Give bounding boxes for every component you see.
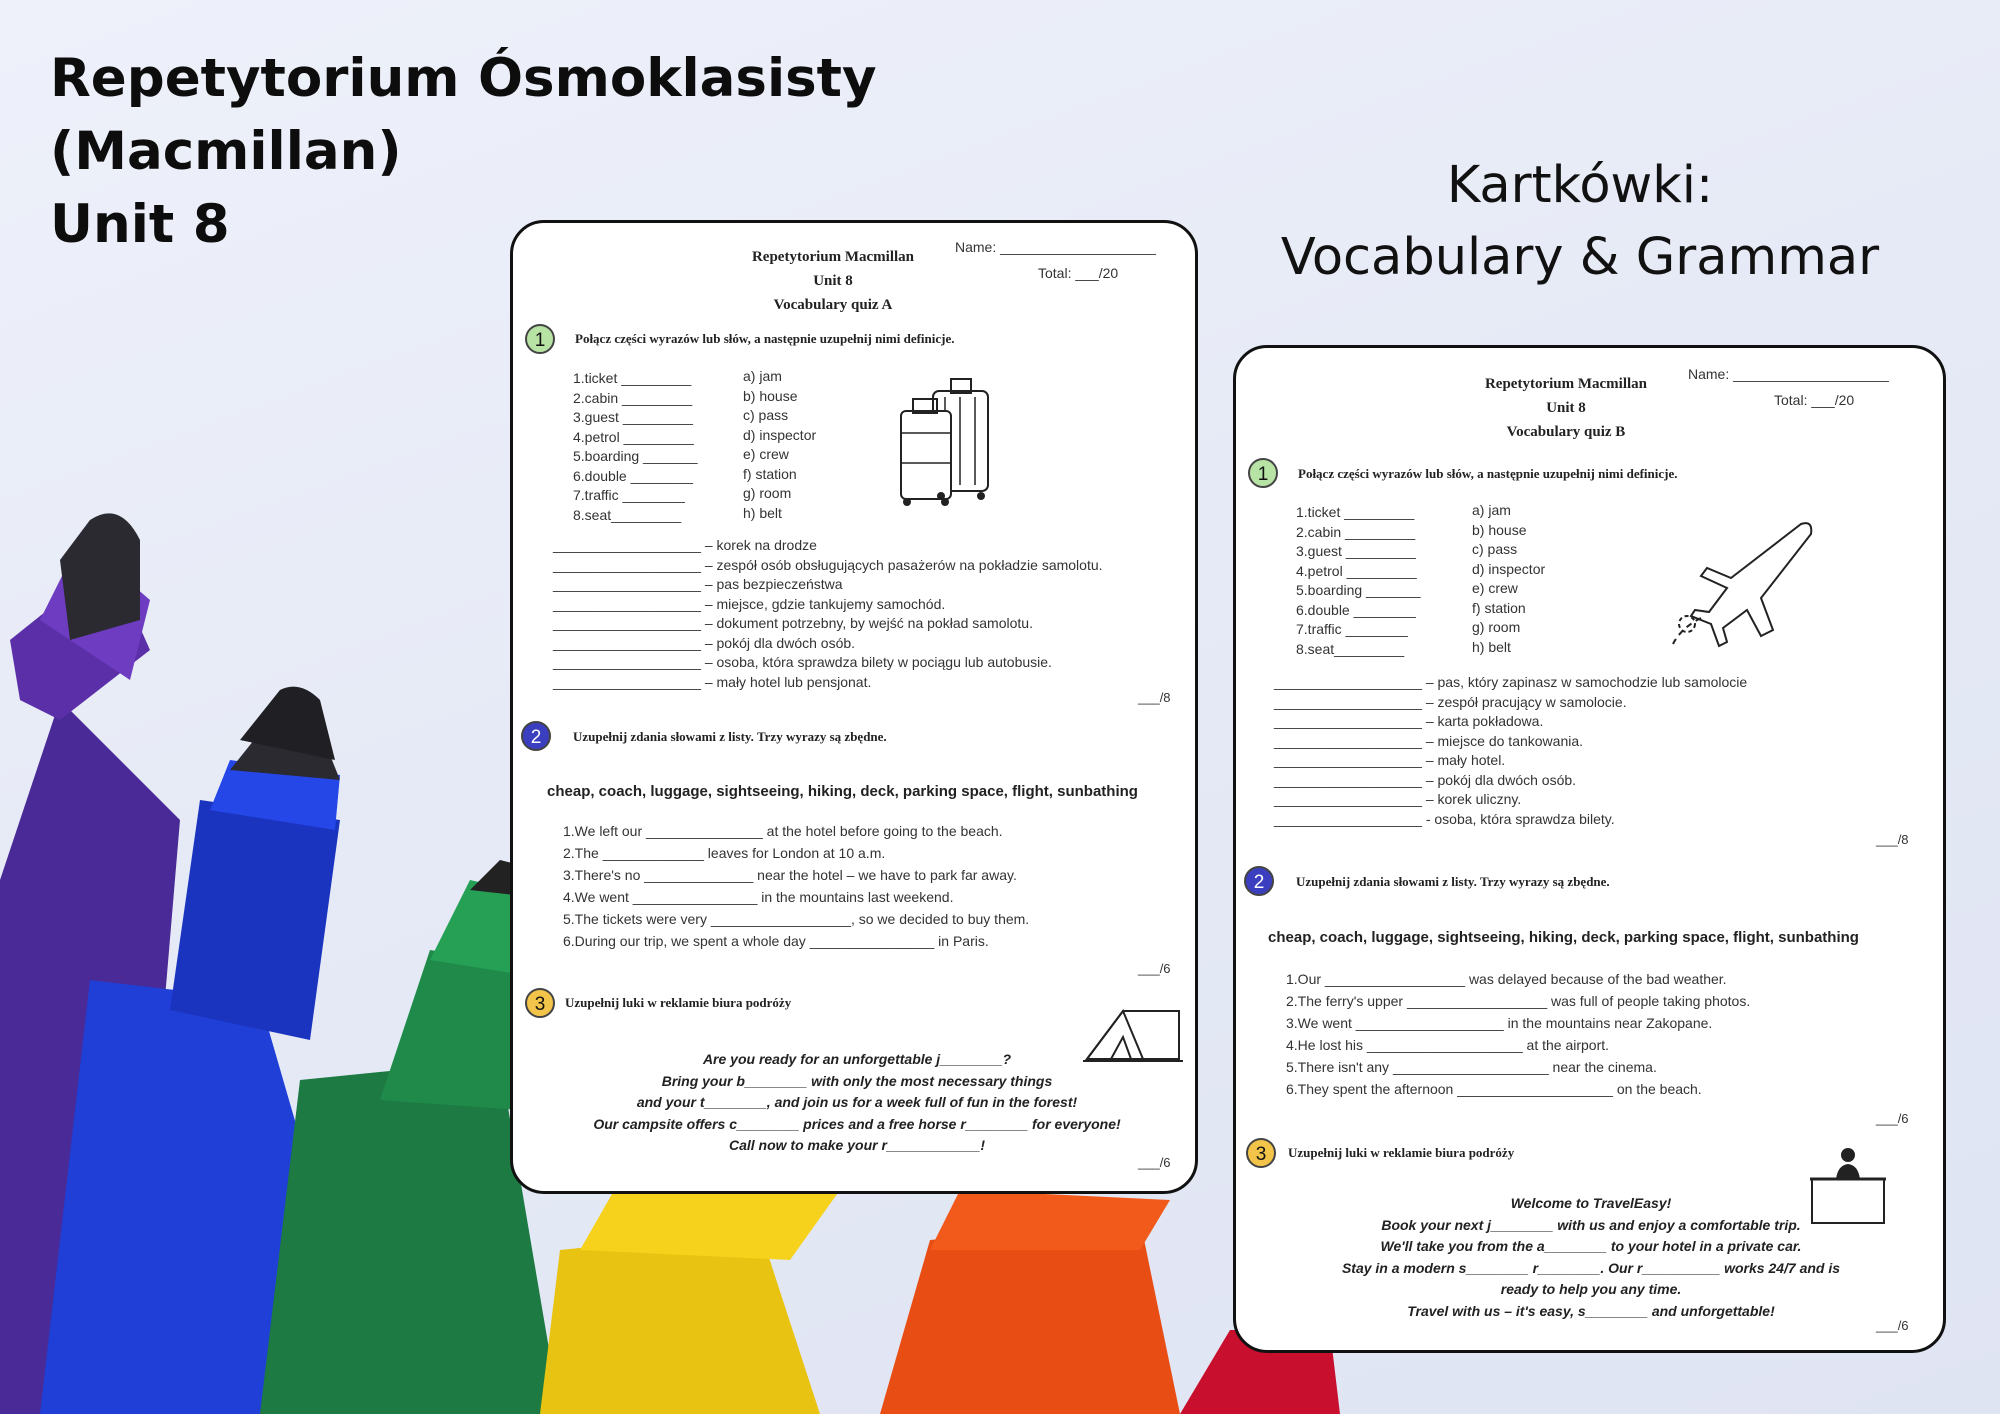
exercise-2-word-bank: cheap, coach, luggage, sightseeing, hiking, deck, parking space, flight, sunbathing	[1268, 929, 1859, 946]
exercise-1-left-list	[1296, 503, 1421, 659]
definition-line: ___________________ – pas bezpieczeństwa	[553, 576, 843, 592]
gap-sentence: 4.He lost his ____________________ at the airport.	[1286, 1037, 1610, 1053]
orange-marker	[880, 1190, 1180, 1414]
advert-line: We'll take you from the a________ to your hotel in a private car.	[1380, 1238, 1802, 1254]
word-part-item: 1.ticket _________	[1296, 504, 1415, 520]
word-part-option: h) belt	[743, 504, 782, 521]
word-part-option: e) crew	[1472, 580, 1518, 596]
definition-line: ___________________ – zespół osób obsługujących pasażerów na pokładzie samolotu.	[553, 556, 1103, 573]
name-field-label: Name: ____________________	[955, 239, 1156, 255]
exercise-3-advert	[1256, 1193, 1926, 1322]
total-score-label: Total: ___/20	[1774, 392, 1855, 408]
gap-sentence: 3.There's no ______________ near the hotel – we have to park far away.	[563, 867, 1017, 883]
advert-line: Book your next j________ with us and enjoy a comfortable trip.	[1381, 1216, 1801, 1233]
advert-line: ready to help you any time.	[1500, 1281, 1682, 1297]
word-part-item: 3.guest _________	[573, 409, 693, 425]
headline: Repetytorium Ósmoklasisty (Macmillan) Unit 8	[50, 48, 877, 255]
advert-line: Bring your b________ with only the most necessary things	[661, 1072, 1053, 1089]
word-part-option: e) crew	[743, 446, 789, 462]
definition-line: ___________________ – miejsce do tankowania.	[1274, 732, 1584, 749]
word-part-item: 7.traffic ________	[573, 487, 685, 503]
definition-line: ___________________ – mały hotel.	[1274, 752, 1506, 768]
word-part-option: f) station	[1472, 599, 1526, 616]
exercise-2-sentences	[1286, 968, 1750, 1100]
suitcases-icon	[893, 373, 1003, 508]
title-line-2: Unit 8	[1546, 400, 1586, 416]
name-field-label: Name: ____________________	[1688, 366, 1889, 382]
exercise-1-badge: 1	[1248, 458, 1278, 488]
word-part-item: 5.boarding _______	[1296, 582, 1421, 598]
exercise-3-advert	[543, 1049, 1171, 1157]
word-part-item: 2.cabin _________	[1296, 523, 1416, 540]
word-part-option: d) inspector	[743, 426, 817, 443]
advert-line: Stay in a modern s________ r________. Our r__________ works 24/7 and is	[1341, 1259, 1841, 1276]
word-part-item: 2.cabin _________	[573, 389, 693, 406]
exercise-1-instruction: Połącz części wyrazów lub słów, a następnie uzupełnij nimi definicje.	[1298, 466, 1678, 481]
word-part-item: 4.petrol _________	[573, 428, 694, 445]
advert-line: Our campsite offers c________ prices and a free horse r________ for everyone!	[593, 1115, 1121, 1132]
exercise-1-left-list	[573, 369, 698, 525]
exercise-1-score: ___/8	[1876, 832, 1909, 847]
advert-line: and your t________, and join us for a week full of fun in the forest!	[636, 1094, 1078, 1110]
word-part-item: 1.ticket _________	[573, 370, 692, 386]
word-part-option: d) inspector	[1472, 560, 1546, 577]
word-part-option: h) belt	[1472, 638, 1511, 655]
title-line-1: Repetytorium Macmillan	[1484, 376, 1648, 392]
word-part-item: 6.double ________	[1296, 601, 1416, 618]
title-line-2: Unit 8	[813, 273, 853, 289]
exercise-2-instruction: Uzupełnij zdania słowami z listy. Trzy wyrazy są zbędne.	[1296, 874, 1610, 889]
exercise-3-instruction: Uzupełnij luki w reklamie biura podróży	[565, 995, 792, 1010]
exercise-1-instruction: Połącz części wyrazów lub słów, a następnie uzupełnij nimi definicje.	[575, 331, 955, 346]
definition-line: ___________________ - osoba, która sprawdza bilety.	[1274, 810, 1615, 827]
title-line-3: Vocabulary quiz A	[773, 297, 893, 313]
exercise-2-score: ___/6	[1876, 1111, 1909, 1126]
exercise-1-right-list	[743, 367, 816, 523]
exercise-1-score: ___/8	[1138, 690, 1171, 705]
exercise-3-badge: 3	[1246, 1138, 1276, 1168]
exercise-1-right-list	[1472, 501, 1545, 657]
advert-line: Travel with us – it's easy, s________ and unforgettable!	[1407, 1302, 1775, 1319]
exercise-3-score: ___/6	[1876, 1318, 1909, 1333]
exercise-1-definitions	[1274, 673, 1747, 829]
exercise-2-word-bank: cheap, coach, luggage, sightseeing, hiking, deck, parking space, flight, sunbathing	[547, 783, 1138, 800]
word-part-item: 7.traffic ________	[1296, 621, 1408, 637]
exercise-2-instruction: Uzupełnij zdania słowami z listy. Trzy wyrazy są zbędne.	[573, 729, 887, 744]
definition-line: ___________________ – pokój dla dwóch osób.	[553, 634, 856, 651]
exercise-3-score: ___/6	[1138, 1155, 1171, 1170]
word-part-option: f) station	[743, 465, 797, 482]
word-part-option: b) house	[743, 387, 798, 404]
advert-line: Welcome to TravelEasy!	[1510, 1195, 1672, 1211]
exercise-1-badge: 1	[525, 324, 555, 354]
definition-line: ___________________ – korek na drodze	[553, 537, 817, 553]
definition-line: ___________________ – miejsce, gdzie tankujemy samochód.	[553, 595, 946, 612]
airplane-icon	[1661, 518, 1821, 658]
word-part-option: c) pass	[743, 407, 789, 423]
gap-sentence: 1.Our __________________ was delayed because of the bad weather.	[1286, 971, 1727, 987]
word-part-option: b) house	[1472, 521, 1527, 538]
definition-line: ___________________ – mały hotel lub pensjonat.	[553, 673, 872, 690]
word-part-item: 3.guest _________	[1296, 543, 1416, 559]
exercise-2-badge: 2	[521, 721, 551, 751]
exercise-1-definitions	[553, 536, 1103, 692]
word-part-item: 8.seat_________	[573, 506, 682, 523]
quiz-a-sheet	[510, 220, 1198, 1194]
definition-line: ___________________ – pas, który zapinasz w samochodzie lub samolocie	[1274, 674, 1748, 690]
exercise-3-badge: 3	[525, 988, 555, 1018]
word-part-option: g) room	[1472, 619, 1521, 635]
gap-sentence: 5.There isn't any ____________________ near the cinema.	[1286, 1059, 1657, 1075]
exercise-3-instruction: Uzupełnij luki w reklamie biura podróży	[1288, 1145, 1515, 1160]
exercise-2-badge: 2	[1244, 866, 1274, 896]
exercise-2-score: ___/6	[1138, 961, 1171, 976]
word-part-option: a) jam	[1472, 502, 1511, 518]
definition-line: ___________________ – osoba, która sprawdza bilety w pociągu lub autobusie.	[553, 654, 1052, 670]
word-part-item: 4.petrol _________	[1296, 562, 1417, 579]
word-part-item: 6.double ________	[573, 467, 693, 484]
word-part-item: 5.boarding _______	[573, 448, 698, 464]
exercise-2-sentences	[563, 820, 1029, 952]
gap-sentence: 6.During our trip, we spent a whole day ________________ in Paris.	[563, 933, 989, 949]
definition-line: ___________________ – dokument potrzebny, by wejść na pokład samolotu.	[553, 615, 1033, 631]
subhead: Kartkówki: Vocabulary & Grammar	[1280, 156, 1880, 287]
definition-line: ___________________ – karta pokładowa.	[1274, 713, 1544, 729]
yellow-marker	[540, 1180, 840, 1414]
quiz-title	[1396, 372, 1736, 444]
title-line-1: Repetytorium Macmillan	[751, 249, 915, 265]
gap-sentence: 2.The _____________ leaves for London at 10 a.m.	[563, 845, 886, 861]
word-part-option: g) room	[743, 485, 792, 501]
word-part-item: 8.seat_________	[1296, 640, 1405, 657]
gap-sentence: 3.We went ___________________ in the mountains near Zakopane.	[1286, 1015, 1713, 1031]
total-score-label: Total: ___/20	[1038, 265, 1119, 281]
quiz-b-sheet	[1233, 345, 1946, 1353]
gap-sentence: 6.They spent the afternoon ____________________ on the beach.	[1286, 1081, 1702, 1097]
definition-line: ___________________ – korek uliczny.	[1274, 791, 1522, 807]
word-part-option: c) pass	[1472, 541, 1518, 557]
advert-line: Call now to make your r____________!	[728, 1137, 986, 1153]
definition-line: ___________________ – zespół pracujący w samolocie.	[1274, 693, 1627, 710]
advert-line: Are you ready for an unforgettable j________?	[702, 1051, 1012, 1067]
word-part-option: a) jam	[743, 368, 782, 384]
gap-sentence: 5.The tickets were very __________________, so we decided to buy them.	[563, 911, 1030, 927]
title-line-3: Vocabulary quiz B	[1506, 424, 1626, 440]
definition-line: ___________________ – pokój dla dwóch osób.	[1274, 771, 1577, 788]
gap-sentence: 2.The ferry's upper __________________ was full of people taking photos.	[1286, 993, 1751, 1009]
gap-sentence: 1.We left our _______________ at the hotel before going to the beach.	[563, 823, 1003, 839]
gap-sentence: 4.We went ________________ in the mountains last weekend.	[563, 889, 954, 905]
